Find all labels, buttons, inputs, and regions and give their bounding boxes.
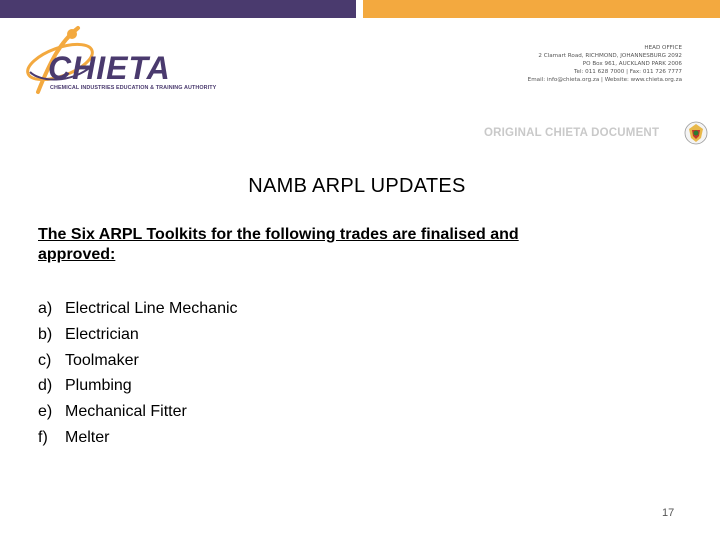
logo-wordmark: CHIETA — [48, 50, 171, 86]
chieta-logo — [20, 22, 217, 98]
slide-title: NAMB ARPL UPDATES — [248, 175, 466, 197]
address-line: HEAD OFFICE — [644, 45, 682, 51]
list-item — [38, 348, 238, 374]
list-item — [38, 373, 238, 399]
list-item — [38, 425, 238, 451]
slide-intro: The Six ARPL Toolkits for the following trades are finalised and approved: — [38, 226, 519, 263]
address-line: Email: info@chieta.org.za | Website: www.chieta.org.za — [527, 77, 682, 83]
address-line: Tel: 011 628 7000 | Fax: 011 726 7777 — [574, 69, 682, 75]
list-text: Mechanical Fitter — [65, 403, 187, 421]
list-letter: d) — [38, 377, 53, 395]
header-bar-orange — [363, 0, 720, 18]
list-letter: e) — [38, 403, 53, 421]
trade-list — [38, 296, 238, 451]
list-text: Toolmaker — [65, 351, 139, 369]
address-line: 2 Clamart Road, RICHMOND, JOHANNESBURG 2092 — [538, 53, 682, 59]
list-letter: b) — [38, 325, 53, 343]
original-document-label: ORIGINAL CHIETA DOCUMENT — [484, 127, 660, 139]
list-text: Electrician — [65, 325, 139, 343]
coat-of-arms-icon — [684, 121, 708, 145]
list-letter: f) — [38, 428, 48, 446]
list-text: Melter — [65, 428, 110, 446]
header-bar-purple — [0, 0, 356, 18]
list-item — [38, 399, 238, 425]
logo-subtitle: CHEMICAL INDUSTRIES EDUCATION & TRAINING AUTHORITY — [50, 85, 217, 91]
list-text: Plumbing — [65, 377, 132, 395]
head-office-address — [482, 44, 682, 84]
list-item — [38, 296, 238, 322]
list-letter: c) — [38, 351, 52, 369]
address-line: PO Box 961, AUCKLAND PARK 2006 — [582, 61, 682, 67]
page-number: 17 — [662, 507, 675, 519]
list-letter: a) — [38, 300, 53, 317]
list-text: Electrical Line Mechanic — [65, 300, 238, 317]
list-item — [38, 322, 238, 348]
